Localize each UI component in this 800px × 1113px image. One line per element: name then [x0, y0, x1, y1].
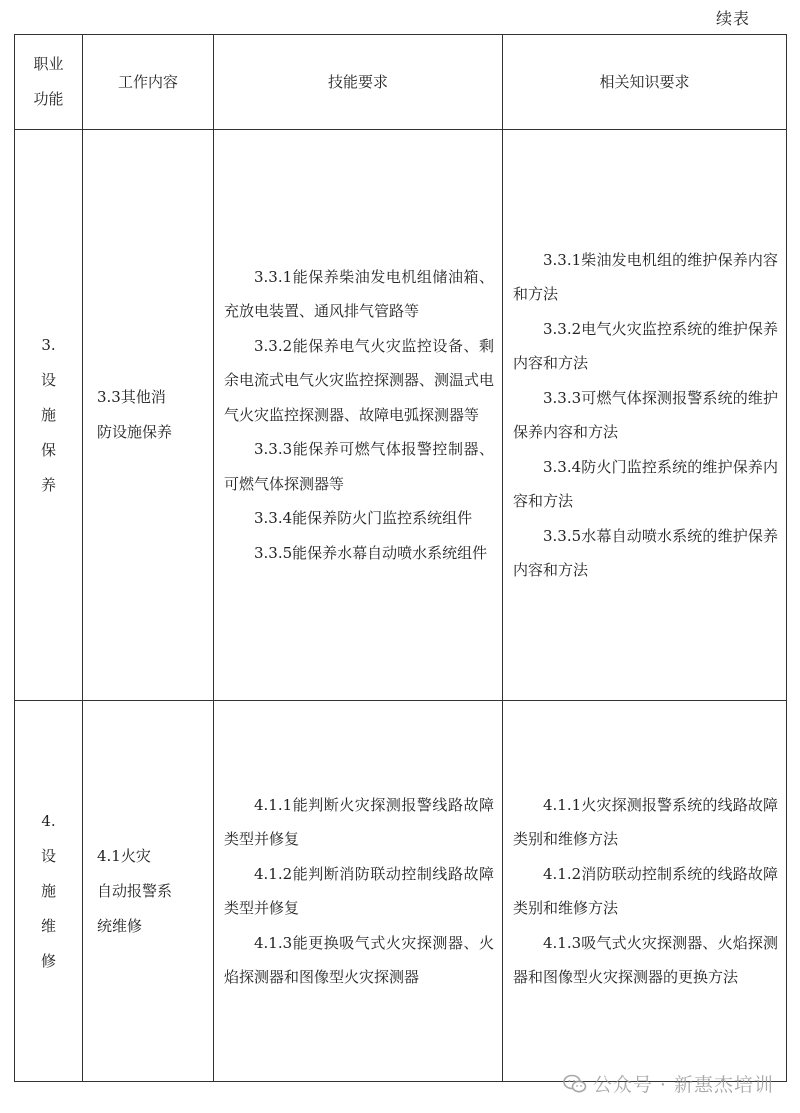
knowledge-item: 3.3.3可燃气体探测报警系统的维护保养内容和方法	[513, 388, 778, 441]
header-function	[15, 35, 83, 130]
function-line: 修	[40, 951, 56, 970]
header-work: 工作内容	[83, 35, 214, 130]
skill-requirements-cell	[214, 130, 503, 701]
function-line: 4.	[41, 811, 56, 830]
work-content-line: 自动报警系	[97, 881, 173, 900]
skill-item: 3.3.2能保养电气火灾监控设备、剩余电流式电气火灾监控探测器、测温式电气火灾监控探测器、故障电弧探测器等	[224, 336, 495, 424]
work-content-cell	[83, 701, 214, 1082]
watermark-text: 公众号 · 新惠杰培训	[592, 1074, 774, 1096]
function-line: 维	[40, 916, 56, 935]
work-content-line: 4.1火灾	[97, 846, 151, 865]
function-cell	[15, 701, 83, 1082]
wechat-icon	[563, 1074, 587, 1094]
knowledge-item: 4.1.1火灾探测报警系统的线路故障类别和维修方法	[513, 795, 778, 848]
skill-item: 3.3.4能保养防火门监控系统组件	[254, 509, 473, 528]
header-skill: 技能要求	[214, 35, 503, 130]
function-line: 施	[40, 405, 56, 424]
skill-item: 4.1.1能判断火灾探测报警线路故障类型并修复	[224, 795, 494, 848]
table-row	[15, 701, 787, 1082]
skill-item: 4.1.2能判断消防联动控制线路故障类型并修复	[224, 864, 494, 917]
skill-item: 3.3.1能保养柴油发电机组储油箱、充放电装置、通风排气管路等	[224, 267, 494, 321]
knowledge-item: 3.3.1柴油发电机组的维护保养内容和方法	[513, 250, 778, 303]
function-cell	[15, 130, 83, 701]
skill-item: 3.3.5能保养水幕自动喷水系统组件	[254, 543, 488, 562]
function-line: 设	[40, 846, 56, 865]
header-function-line: 功能	[33, 90, 64, 108]
header-knowledge: 相关知识要求	[503, 35, 787, 130]
continuation-label: 续表	[715, 9, 750, 28]
watermark	[563, 1070, 774, 1097]
table-row	[15, 130, 787, 701]
knowledge-item: 3.3.5水幕自动喷水系统的维护保养内容和方法	[513, 526, 778, 579]
work-content-line: 统维修	[97, 916, 143, 935]
knowledge-item: 3.3.2电气火灾监控系统的维护保养内容和方法	[513, 319, 778, 372]
function-line: 养	[40, 475, 56, 494]
header-function-line: 职业	[33, 55, 64, 73]
knowledge-item: 4.1.3吸气式火灾探测器、火焰探测器和图像型火灾探测器的更换方法	[513, 933, 778, 986]
knowledge-requirements-cell	[503, 130, 787, 701]
work-content-line: 防设施保养	[97, 423, 173, 441]
function-line: 保	[40, 440, 56, 459]
function-line: 设	[40, 370, 56, 389]
table-header-row	[15, 35, 787, 130]
knowledge-item: 4.1.2消防联动控制系统的线路故障类别和维修方法	[513, 864, 778, 917]
skill-requirements-cell	[214, 701, 503, 1082]
function-line: 施	[40, 881, 56, 900]
occupation-standard-table	[14, 34, 787, 1082]
skill-item: 4.1.3能更换吸气式火灾探测器、火焰探测器和图像型火灾探测器	[224, 933, 494, 986]
skill-item: 3.3.3能保养可燃气体报警控制器、可燃气体探测器等	[224, 440, 494, 493]
work-content-line: 3.3其他消	[97, 388, 166, 406]
knowledge-item: 3.3.4防火门监控系统的维护保养内容和方法	[513, 457, 778, 510]
work-content-cell	[83, 130, 214, 701]
function-line: 3.	[41, 335, 56, 354]
knowledge-requirements-cell	[503, 701, 787, 1082]
